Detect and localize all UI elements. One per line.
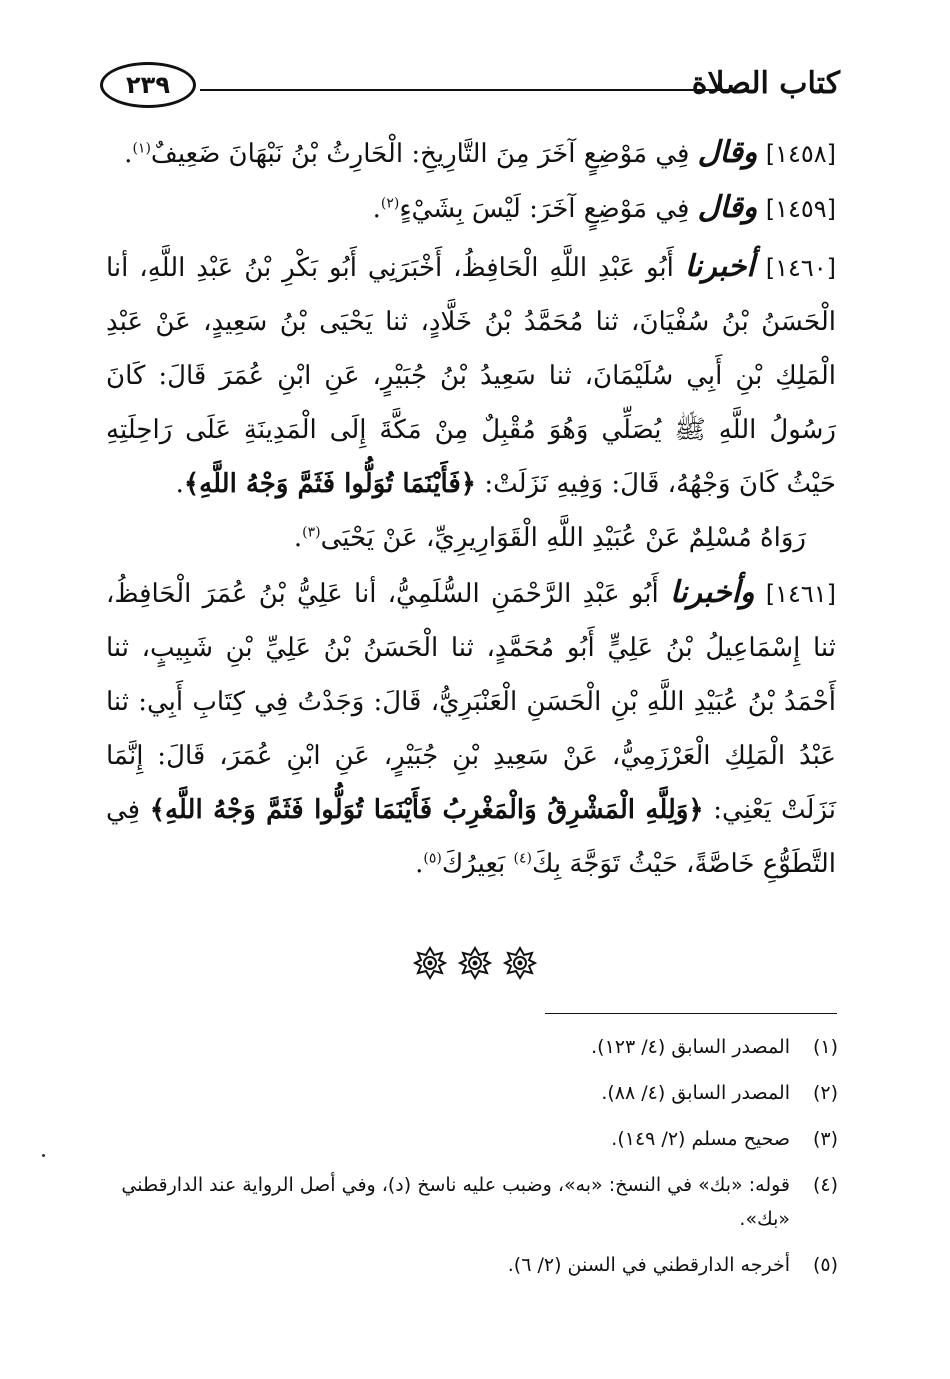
scan-speck — [42, 1154, 45, 1157]
entry-number: [١٤٦١] — [765, 580, 837, 608]
footnote-item — [90, 1030, 838, 1064]
entry-1458 — [106, 126, 836, 181]
footnote-text: أخرجه الدارقطني في السنن (٢/ ٦). — [507, 1254, 790, 1276]
entries-block-2 — [106, 240, 836, 565]
entry-text: فِي مَوْضِعٍ آخَرَ مِنَ التَّارِيخِ: الْحَارِثُ بْنُ نَبْهَانَ ضَعِيفٌ — [150, 139, 690, 169]
entry-end: . — [124, 139, 133, 169]
entry-verb: وقال — [697, 190, 758, 225]
header-rule — [200, 89, 732, 91]
flower-ornament-icon — [503, 946, 537, 980]
footnote-text: المصدر السابق (٤/ ١٢٣). — [591, 1036, 790, 1058]
entry-text-3: بَعِيرُكَ — [441, 849, 506, 879]
footnote-text: صحيح مسلم (٢/ ١٤٩). — [611, 1128, 790, 1150]
entry-verb: وقال — [697, 135, 758, 170]
entries-block-1 — [106, 126, 836, 236]
entry-end: . — [293, 523, 303, 553]
footnote-item — [90, 1076, 838, 1110]
entry-number: [١٤٦٠] — [765, 254, 836, 282]
quran-verse: ﴿فَأَيْنَمَا تُوَلُّوا فَثَمَّ وَجْهُ اللَّهِ﴾ — [183, 469, 477, 499]
footnote-ref[interactable]: (١) — [132, 140, 151, 157]
entry-text-2: فِي التَّطَوُّعِ خَاصَّةً، حَيْثُ تَوَجَّهَ بِكَ — [106, 795, 836, 879]
flower-ornament-icon — [413, 946, 447, 980]
entry-1460 — [106, 240, 836, 511]
entry-text: أَبُو عَبْدِ الرَّحْمَنِ السُّلَمِيُّ، أنا عَلِيُّ بْنُ عُمَرَ الْحَافِظُ، ثنا إِسْمَاعِيلُ بْنُ عَلِيٍّ أَبُو مُحَمَّدٍ، ثنا الْحَسَنُ بْنُ عَلِيِّ بْنِ شَبِيبٍ، ثنا أَحْمَدُ بْنُ عُبَيْدِ اللَّهِ بْنِ الْحَسَنِ الْعَنْبَرِيُّ، قَالَ: وَجَدْتُ فِي كِتَابِ أَبِي: ثنا عَبْدُ الْمَلِكِ الْعَرْزَمِيُّ، عَنْ سَعِيدِ بْنِ جُبَيْرٍ، عَنِ ابْنِ عُمَرَ، قَالَ: إِنَّمَا نَزَلَتْ يَعْنِي: — [106, 579, 837, 825]
footnote-ref[interactable]: (٤) — [513, 850, 532, 867]
footnote-item — [90, 1168, 838, 1236]
entry-1460-note — [106, 511, 836, 565]
entry-number: [١٤٥٨] — [765, 140, 836, 168]
footnote-text: قوله: «بك» في النسخ: «به»، وضبب عليه ناسخ (د)، وفي أصل الرواية عند الدارقطني «بك». — [121, 1174, 790, 1230]
footnote-text: المصدر السابق (٤/ ٨٨). — [601, 1082, 790, 1104]
section-divider — [0, 946, 950, 980]
page-number: ٢٣٩ — [100, 62, 196, 108]
footnote-number: (٤) — [812, 1174, 838, 1196]
entry-number: [١٤٥٩] — [765, 195, 836, 223]
entry-end: . — [372, 194, 381, 224]
flower-ornament-icon — [458, 946, 492, 980]
footnote-number: (٣) — [812, 1128, 838, 1150]
entry-1459 — [106, 181, 836, 236]
page-header — [100, 62, 840, 112]
entry-end: . — [175, 469, 184, 499]
chapter-title: كتاب الصلاة — [691, 66, 840, 101]
entries-block-3 — [106, 566, 836, 891]
footnote-item — [90, 1122, 838, 1156]
entry-1461 — [106, 566, 836, 891]
entry-verb: وأخبرنا — [669, 575, 755, 610]
footnote-item — [90, 1248, 838, 1282]
entry-text: فِي مَوْضِعٍ آخَرَ: لَيْسَ بِشَيْءٍ — [399, 194, 690, 224]
footnote-number: (٥) — [812, 1254, 838, 1276]
footnote-ref[interactable]: (٢) — [380, 195, 400, 212]
footnote-number: (١) — [812, 1036, 838, 1058]
entry-text: رَوَاهُ مُسْلِمٌ عَنْ عُبَيْدِ اللَّهِ الْقَوَارِيرِيِّ، عَنْ يَحْيَى — [320, 523, 806, 553]
footnote-ref[interactable]: (٣) — [302, 524, 321, 541]
footnotes — [90, 1030, 838, 1294]
entry-end: . — [415, 849, 424, 879]
quran-verse: ﴿وَلِلَّهِ الْمَشْرِقُ وَالْمَغْرِبُ فَأَيْنَمَا تُوَلُّوا فَثَمَّ وَجْهُ اللَّهِ﴾ — [149, 795, 704, 825]
entry-verb: أخبرنا — [684, 249, 755, 284]
footnote-number: (٢) — [812, 1082, 838, 1104]
entry-text: أَبُو عَبْدِ اللَّهِ الْحَافِظُ، أَخْبَرَنِي أَبُو بَكْرِ بْنُ عَبْدِ اللَّهِ، أنا الْحَسَنُ بْنُ سُفْيَانَ، ثنا مُحَمَّدُ بْنُ خَلَّادٍ، ثنا يَحْيَى بْنُ سَعِيدٍ، عَنْ عَبْدِ الْمَلِكِ بْنِ أَبِي سُلَيْمَانَ، ثنا سَعِيدُ بْنُ جُبَيْرٍ، عَنِ ابْنِ عُمَرَ قَالَ: كَانَ رَسُولُ اللَّهِ ﷺ يُصَلِّي وَهُوَ مُقْبِلٌ مِنْ مَكَّةَ إِلَى الْمَدِينَةِ عَلَى رَاحِلَتِهِ حَيْثُ كَانَ وَجْهُهُ، قَالَ: وَفِيهِ نَزَلَتْ: — [106, 253, 836, 499]
footnote-separator — [545, 1013, 837, 1014]
footnote-ref[interactable]: (٥) — [423, 850, 442, 867]
